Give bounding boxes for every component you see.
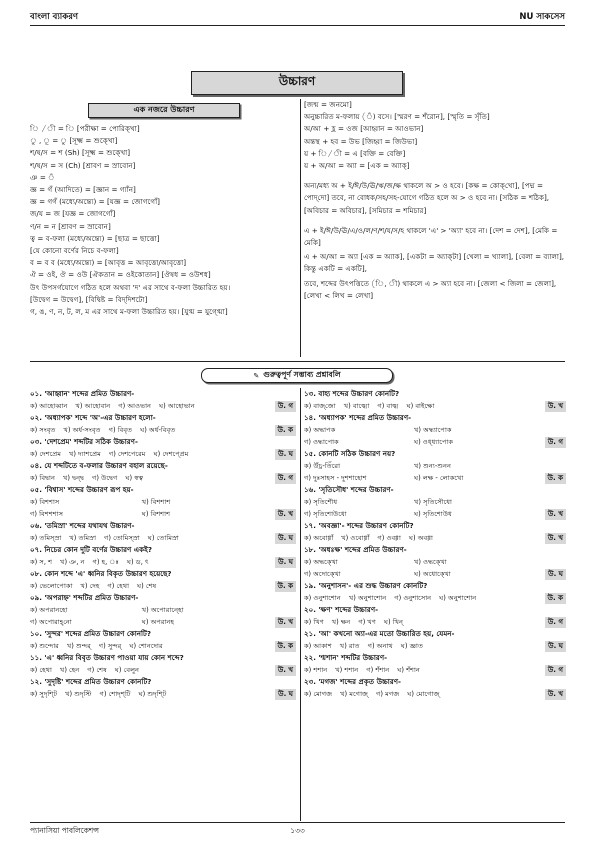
answer-option: খ) আহোবান [75,402,111,410]
answer-option: খ) অদ্ধ্যাপোক [414,426,452,434]
answer-option: ঘ) অধোক্খো [414,570,451,578]
question-options [30,556,296,568]
answer-option: ঘ) বেলুন [114,666,140,674]
rule-line: ঞ = ঁ [30,172,55,182]
answer-option: ক) বিশশাস [30,498,60,506]
question-text: ০১. 'আহ্বান' শব্দের প্রমিত উচ্চারণ- [30,389,135,398]
answer-option: ক) শুন্দোর [30,642,59,650]
answer-option: গ) দুঃসাহস - দুশশাহোশ [304,474,367,482]
rule-line: [উদ্বেগ = উদ্বেগ], [বিদ্বিষ্ট = বিদ্‌দিশটো] [30,294,148,304]
answer-option: ক) সৃতিশৌধ [304,498,338,506]
answer-option: খ) শুন্দর্ [66,642,91,650]
answer-option: ক) শশান [304,666,328,674]
rule-paragraph: অন্য/মধ্য অ + ই/ঈ/উ/ঊ/ঋ/জ/ক্ষ থাকলে অ > ও হবে। [কক্ষ = কোক্‌খো], [পদ্ম = পোদ্‌দো] তবে, না বোধক/সহ/সহ-যোগে গঠিত হলে অ > ও হবে না। [সঠিক = শঠিক], [অবিচার = অবিচার], [সমিচার = শমিচার] [304,181,550,215]
answer-key-badge: উ. গ [275,401,296,412]
answer-option: ক) মোগজ [304,690,333,698]
questions-section-label: গুরুত্বপূর্ণ সম্ভাব্য প্রশ্নাবলি [263,370,341,379]
question-text: ০৯. 'অপরাহ্ন' শব্দটির প্রমিত উচ্চারণ- [30,593,139,602]
answer-key-badge: উ. গ [545,665,566,676]
answer-option: ক) আহোব্বান [30,402,68,410]
question-options [30,664,296,676]
answer-option: খ) শশান [335,666,359,674]
question-options [304,616,566,628]
answer-key-badge: উ. খ [275,509,296,520]
question-options [304,556,566,580]
answer-key-badge: উ. ক [275,425,296,436]
answer-option: ঘ) অনুশাশোন [439,594,477,602]
column-divider [300,99,301,357]
answer-option: ঘ) শুদৃশ্টি [138,690,167,698]
question-options [30,424,296,436]
answer-key-badge: উ. ঘ [275,557,296,568]
answer-option: খ) হেন [59,666,80,674]
rule-line: ু , ূ = ু [সূক্ষ্ম = শুক্খো] [30,136,118,146]
right-rules-list [304,99,566,172]
answer-option: ক) সুদৃশ্টি [30,690,58,698]
answer-option: গ) শঁশান [366,666,390,674]
rule-line: ঐ = ওই, ঔ = ওউ [ঐকতান = ওইকোতান] [ঔষধ = ওউশধ] [30,270,211,280]
rule-line: ব = ব ব (মধ্যে/অন্ত্যে) = [আবৃত্ত = আবৃত্তো/আবৃত্তো] [30,258,187,268]
question-item [30,436,296,460]
question-item [30,412,296,436]
answer-option: ক) হেথা [30,666,52,674]
question-text: ১৪. 'অধ্যাপক' শব্দের প্রমিত উচ্চারণ- [304,413,412,422]
answer-option: ক) দেশপ্রেম [30,450,61,458]
question-item [304,628,566,652]
question-options [304,592,566,604]
rule-line: [জন্ম = জনমো] [304,100,352,109]
question-text: ২১. 'আ' কখনো অ্যা-এর মতো উচ্চারিত হয়, যেমন- [304,629,455,638]
left-rules-column [30,99,296,318]
answer-option: ঘ) ড, ৎ [126,558,149,566]
answer-option: ঘ) খিন্ [383,618,404,626]
page-header [30,10,565,24]
answer-option: খ) বিশশাশ [141,498,171,506]
answer-option: গ) বাজ্ঝ [377,402,399,410]
answer-option: খ) রাত [339,642,360,650]
answer-option: গ) উদ্বেগ [92,474,118,482]
answer-option: গ) শোদৃশ্‌টি [99,690,131,698]
question-item [304,412,566,448]
question-options [30,580,296,592]
answer-option: ঘ) শেষ [137,582,157,590]
question-options [304,664,566,676]
question-item [304,652,566,676]
answer-option: গ) ওদ্ধাপোক [304,438,339,446]
question-text: ১২. 'সুদৃষ্টি' শব্দের প্রমিত উচ্চারণ কোনটি? [30,677,152,686]
answer-option: খ) মগোজ্ [340,690,368,698]
answer-option: ক) বাজ্‌জো [304,402,336,410]
rule-line: [যে কোনো বর্ণের নিচে ব-ফলা] [30,246,119,256]
question-options [30,604,296,628]
question-text: ১৬. 'সৃতিসৌধ' শব্দের উচ্চারণ- [304,485,394,494]
footer-rule [30,822,565,823]
question-item [30,676,296,700]
question-text: ১১. 'এ' ধ্বনির বিবৃত উচ্চারণ পাওয়া যায় কোন শব্দে? [30,653,184,662]
answer-option: খ) দ্যাশপ্রেম [69,450,101,458]
publisher-name: প্যানাসিয়া পাবলিকেশন্স [30,826,99,835]
question-options [304,460,566,484]
question-options [304,640,566,652]
question-item [30,652,296,676]
answer-option: খ) সৃতিসৌধো [414,498,452,506]
answer-option: ক) অদ্ধাপক [304,426,336,434]
answer-option: গ) বিবৃত [108,426,133,434]
left-rules-list [30,123,296,318]
answer-option: ঘ) অর্ধ-বিবৃত [140,426,176,434]
answer-option: ঘ) ওধ্ধ্যাপোক [414,438,454,446]
question-text: ১৩. বাহ্য শব্দের উচ্চারণ কোনটি? [304,389,400,398]
header-series-title: NU সাকসেস [519,12,565,22]
answer-option: গ) বিশশশাস [30,510,63,518]
answer-option: গ) সুন্দর্ [98,642,122,650]
answer-option: ঘ) সৃতিশোউধ [414,510,452,518]
question-options [304,496,566,520]
answer-option: ক) তমিস্স্রা [30,534,62,542]
question-options [30,400,296,412]
question-options [30,448,296,460]
question-text: ০৪. যে শব্দটিতে ব-ফলার উচ্চারণ বহাল রয়েছে- [30,461,168,470]
answer-option: ঘ) স্বত্ব [125,474,144,482]
question-text: ১৭. 'অবজ্ঞা'- শব্দের উচ্চারণ কোনটি? [304,521,414,530]
answer-key-badge: উ. খ [545,689,566,700]
answer-option: খ) ওদ্ধক্খো [414,558,447,566]
question-text: ১৫. কোনটি সঠিক উচ্চারণ নয়? [304,449,396,458]
questions-left-column [30,388,296,700]
answer-option: গ) খণ [358,618,376,626]
answer-option: ঘ) দেশপ্প্রেম [153,450,189,458]
answer-option: খ) ক্ষন [331,618,351,626]
answer-option: খ) ওবোগ্গাঁ [341,534,370,542]
answer-option: গ) ওবগ্গা [377,534,401,542]
answer-option: গ) আওভান [118,402,152,410]
rule-paragraph: এ + অ/আ = অ্যা [এক = অ্যাক], [একটা = অ্যাক্‌টা] [খেলা = খ্যালা], [বেলা = ব্যালা], কিন্তু একটি = একটি], [304,252,565,274]
rule-line: জ/য = জ [যজ্ঞ = জোগগোঁ] [30,209,116,219]
question-text: ০২. 'অধ্যাপক' শব্দে 'অ'-এর উচ্চারণ হলো- [30,413,156,422]
answer-key-badge: উ. ঘ [545,569,566,580]
section-rule [30,361,565,362]
answer-option: খ) দ্বন্দ্ব [62,474,85,482]
rule-line: অন্তস্থ + হব = উভ [জিহ্বা = জিউভা] [304,136,418,146]
answer-option: গ) হেথা [107,582,130,590]
answer-option: খ) ঞ, ন [60,558,85,566]
rule-line: অনুচ্চারিত ম-ফলায় (ঁ) বসে। [স্মরণ = শঁরোন], [স্মৃতি = সৃঁতি] [304,112,490,122]
question-options [304,532,566,544]
answer-key-badge: উ. ঘ [545,641,566,652]
question-item [30,460,296,484]
question-text: ০৩. 'দেশপ্রেম' শব্দটির সঠিক উচ্চারণ- [30,437,138,446]
answer-option: গ) মগজ [376,690,400,698]
answer-key-badge: উ. ঘ [275,449,296,460]
question-item [304,544,566,580]
answer-key-badge: উ. ক [275,641,296,652]
question-item [304,580,566,604]
question-options [30,640,296,652]
question-options [304,400,566,412]
question-options [30,496,296,520]
answer-option: গ) হ, ঃ [92,558,119,566]
answer-key-badge: উ. খ [275,665,296,676]
answer-option: গ) ওনুশাসোন [394,594,432,602]
rule-line: উৎ উপসর্গযোগে গঠিত হলে অথবা 'দ' এর সাথে ব-ফলা উচ্চারিত হয়। [30,282,231,292]
answer-option: গ) দেশপেরেম [108,450,146,458]
answer-option: ঘ) তোমিস্রা [147,534,179,542]
question-text: ২০. 'ক্ষণ' শব্দের উচ্চারণ- [304,605,379,614]
answer-option: খ) শুদৃস্টি [65,690,92,698]
question-options [30,472,296,484]
rule-line: য় + অ/আ = অ্যা = [এক = অ্যাক্] [304,161,410,171]
answer-key-badge: উ. ক [275,581,296,592]
question-text: ১০. 'সুন্দর' শব্দের প্রমিত উচ্চারণ কোনটি? [30,629,152,638]
rule-line: ণ/ন = ন [শ্রাবণ = স্রাবোন] [30,221,111,231]
questions-right-column [304,388,566,700]
question-item [30,388,296,412]
answer-key-badge: উ. গ [545,437,566,448]
answer-option: ক) স, শ [30,558,53,566]
rule-paragraph: তবে, শব্দের উৎপত্তিতে (ি, ী) থাকলে এ > অ্যা হবে না। [জেলা < জিলা = জেলা], [লেখা < লিখ = লেখা] [304,278,557,300]
answer-option: ক) ওনুশাশোন [304,594,341,602]
answer-option: খ) তমিস্রা [69,534,97,542]
answer-option: ঘ) অপরানহ [141,618,175,626]
question-options [304,424,566,448]
question-item [30,592,296,628]
answer-option: ঘ) শোনদোর [129,642,163,650]
question-item [304,676,566,700]
answer-option: গ) তোমিস্স্রা [104,534,140,542]
questions-section-title [201,368,393,383]
answer-option: ঘ) লক্ষ - লোকখো [414,474,464,482]
answer-key-badge: উ. ক [545,593,566,604]
answer-option: খ) দেহ [80,582,100,590]
question-options [30,688,296,700]
rule-line: গ, ঙ, ণ, ন, ট, ল, ম এর সাথে ম-ফলা উচ্চারিত হয়। [যুগ্ম = যুগ্গ্মো] [30,307,228,317]
summary-box-title: এক নজরে উচ্চারণ [88,103,240,118]
answer-option: ক) অদ্ধক্খো [304,558,338,566]
answer-option: খ) শুন্য-শুনন [414,462,451,470]
question-text: ০৭. নিচের কোন দুটি বর্ণের উচ্চারণ একই? [30,545,152,554]
question-item [304,388,566,412]
answer-key-badge: উ. গ [275,473,296,484]
rule-line: শ/ষ/স = শ (Sh) [সূক্ষ্ম = শুক্খো] [30,148,131,158]
pencil-icon: ✎ [253,371,260,380]
rule-line: জ্ঞ = গগঁ (মধ্যে/অন্ত্যে) = [যজ্ঞ = জোগগোঁ] [30,197,160,207]
page-number: ১৩৩ [290,826,305,835]
question-item [30,520,296,544]
right-rules-column [304,99,566,302]
answer-key-badge: উ. গ [545,617,566,628]
answer-option: ক) ভেলোপোকা [30,582,73,590]
question-text: ২৩. 'মগজ' শব্দের প্রকৃত উচ্চারণ- [304,677,401,686]
question-item [304,604,566,628]
question-options [304,688,566,700]
answer-option: খ) অর্ধ-সংবৃত [63,426,101,434]
rule-line: জ্ঞ = গঁ (আদিতে) = [জ্ঞান = গ্যাঁন] [30,185,136,195]
answer-option: ক) বিদ্বান [30,474,55,482]
header-rule [30,25,565,26]
question-text: ১৯. 'অনুশাসন'- এর শুদ্ধ উচ্চারণ কোনটি? [304,581,428,590]
answer-option: গ) সৃতিশোউধো [304,510,347,518]
question-options [30,532,296,544]
rule-line: অ/আ + হ্ল = ওজ [আহ্বান = আওভান] [304,124,424,134]
question-text: ১৮. 'অধঃক্ষ' শব্দের প্রমিত উচ্চারণ- [304,545,407,554]
answer-option: ক) উঁচ্র-তিঁরো [304,462,341,470]
answer-option: ক) আকাশ [304,642,332,650]
answer-option: ঘ) বাইক্ষো [406,402,435,410]
question-item [30,568,296,592]
answer-option: ক) অবোগ্গাঁ [304,534,334,542]
rule-line: য় + ি/ী = এ [বক্তি = বেক্তি] [304,148,406,158]
question-item [30,484,296,520]
question-item [304,448,566,484]
answer-key-badge: উ. ঘ [275,689,296,700]
answer-key-badge: উ. খ [275,617,296,628]
question-item [30,628,296,652]
answer-option: ঘ) মোগোজ্ [407,690,440,698]
answer-key-badge: উ. ক [545,473,566,484]
rule-line: ি /ী = ি [পরীক্ষা = পোরিক্খা] [30,124,140,133]
question-text: ০৬. 'তমিস্রা' শব্দের যথাযথ উচ্চারণ- [30,521,135,530]
answer-option: ঘ) বিশশাশ [141,510,171,518]
chapter-title: উচ্চারণ [191,71,403,95]
question-column-divider [300,388,301,821]
answer-option: ঘ) আহোভান [159,402,195,410]
answer-key-badge: উ. খ [545,509,566,520]
rule-line: ত্ব = ব-ফলা (মধ্যে/অন্ত্যে) = [ছাত্র = ছাত্তো] [30,233,160,243]
rule-paragraph: এ + ই/ঈ/উ/ঊ/এ/ও/ল/ণ/শ/য/স/হ থাকলে 'এ' > 'অ্যা' হবে না। [দেশ = দেশ], [মেকি = মেকি] [304,225,558,248]
answer-option: ক) সংবৃত [30,426,56,434]
answer-option: ঘ) অবগ্গা [408,534,433,542]
answer-option: গ) অপোরাহ্‌নো [30,618,72,626]
answer-option: গ) অদোক্খো [304,570,341,578]
answer-key-badge: উ. ঘ [275,533,296,544]
answer-key-badge: উ. খ [545,533,566,544]
answer-key-badge: উ. খ [545,401,566,412]
answer-option: গ) শেষ [87,666,107,674]
answer-option: ক) অপরানহো [30,606,68,614]
answer-option: খ) বাজ্ঝো [343,402,370,410]
question-item [304,520,566,544]
header-book-title: বাংলা ব্যাকরণ [30,12,79,22]
answer-option: গ) অনাথ [367,642,393,650]
question-item [30,544,296,568]
answer-option: খ) অনুশাশোন [348,594,387,602]
question-text: ২২. 'শ্মশান' শব্দটির উচ্চারণ- [304,653,388,662]
question-text: ০৮. কোন শব্দে 'এ' ধ্বনির বিকৃত উচ্চারণ হয়েছে? [30,569,172,578]
question-item [304,484,566,520]
question-text: ০৫. 'বিশ্বাস' শব্দের উচ্চারণ রূপ হয়- [30,485,134,494]
answer-option: ঘ) জ্ঞাত [400,642,423,650]
answer-option: ক) খিণ [304,618,324,626]
answer-option: খ) অপোরান্হো [141,606,184,614]
answer-option: ঘ) শঁশান [397,666,420,674]
rule-line: শ/ষ/স = স (Ch) [শ্রাবণ = স্রাবোন] [30,160,136,170]
